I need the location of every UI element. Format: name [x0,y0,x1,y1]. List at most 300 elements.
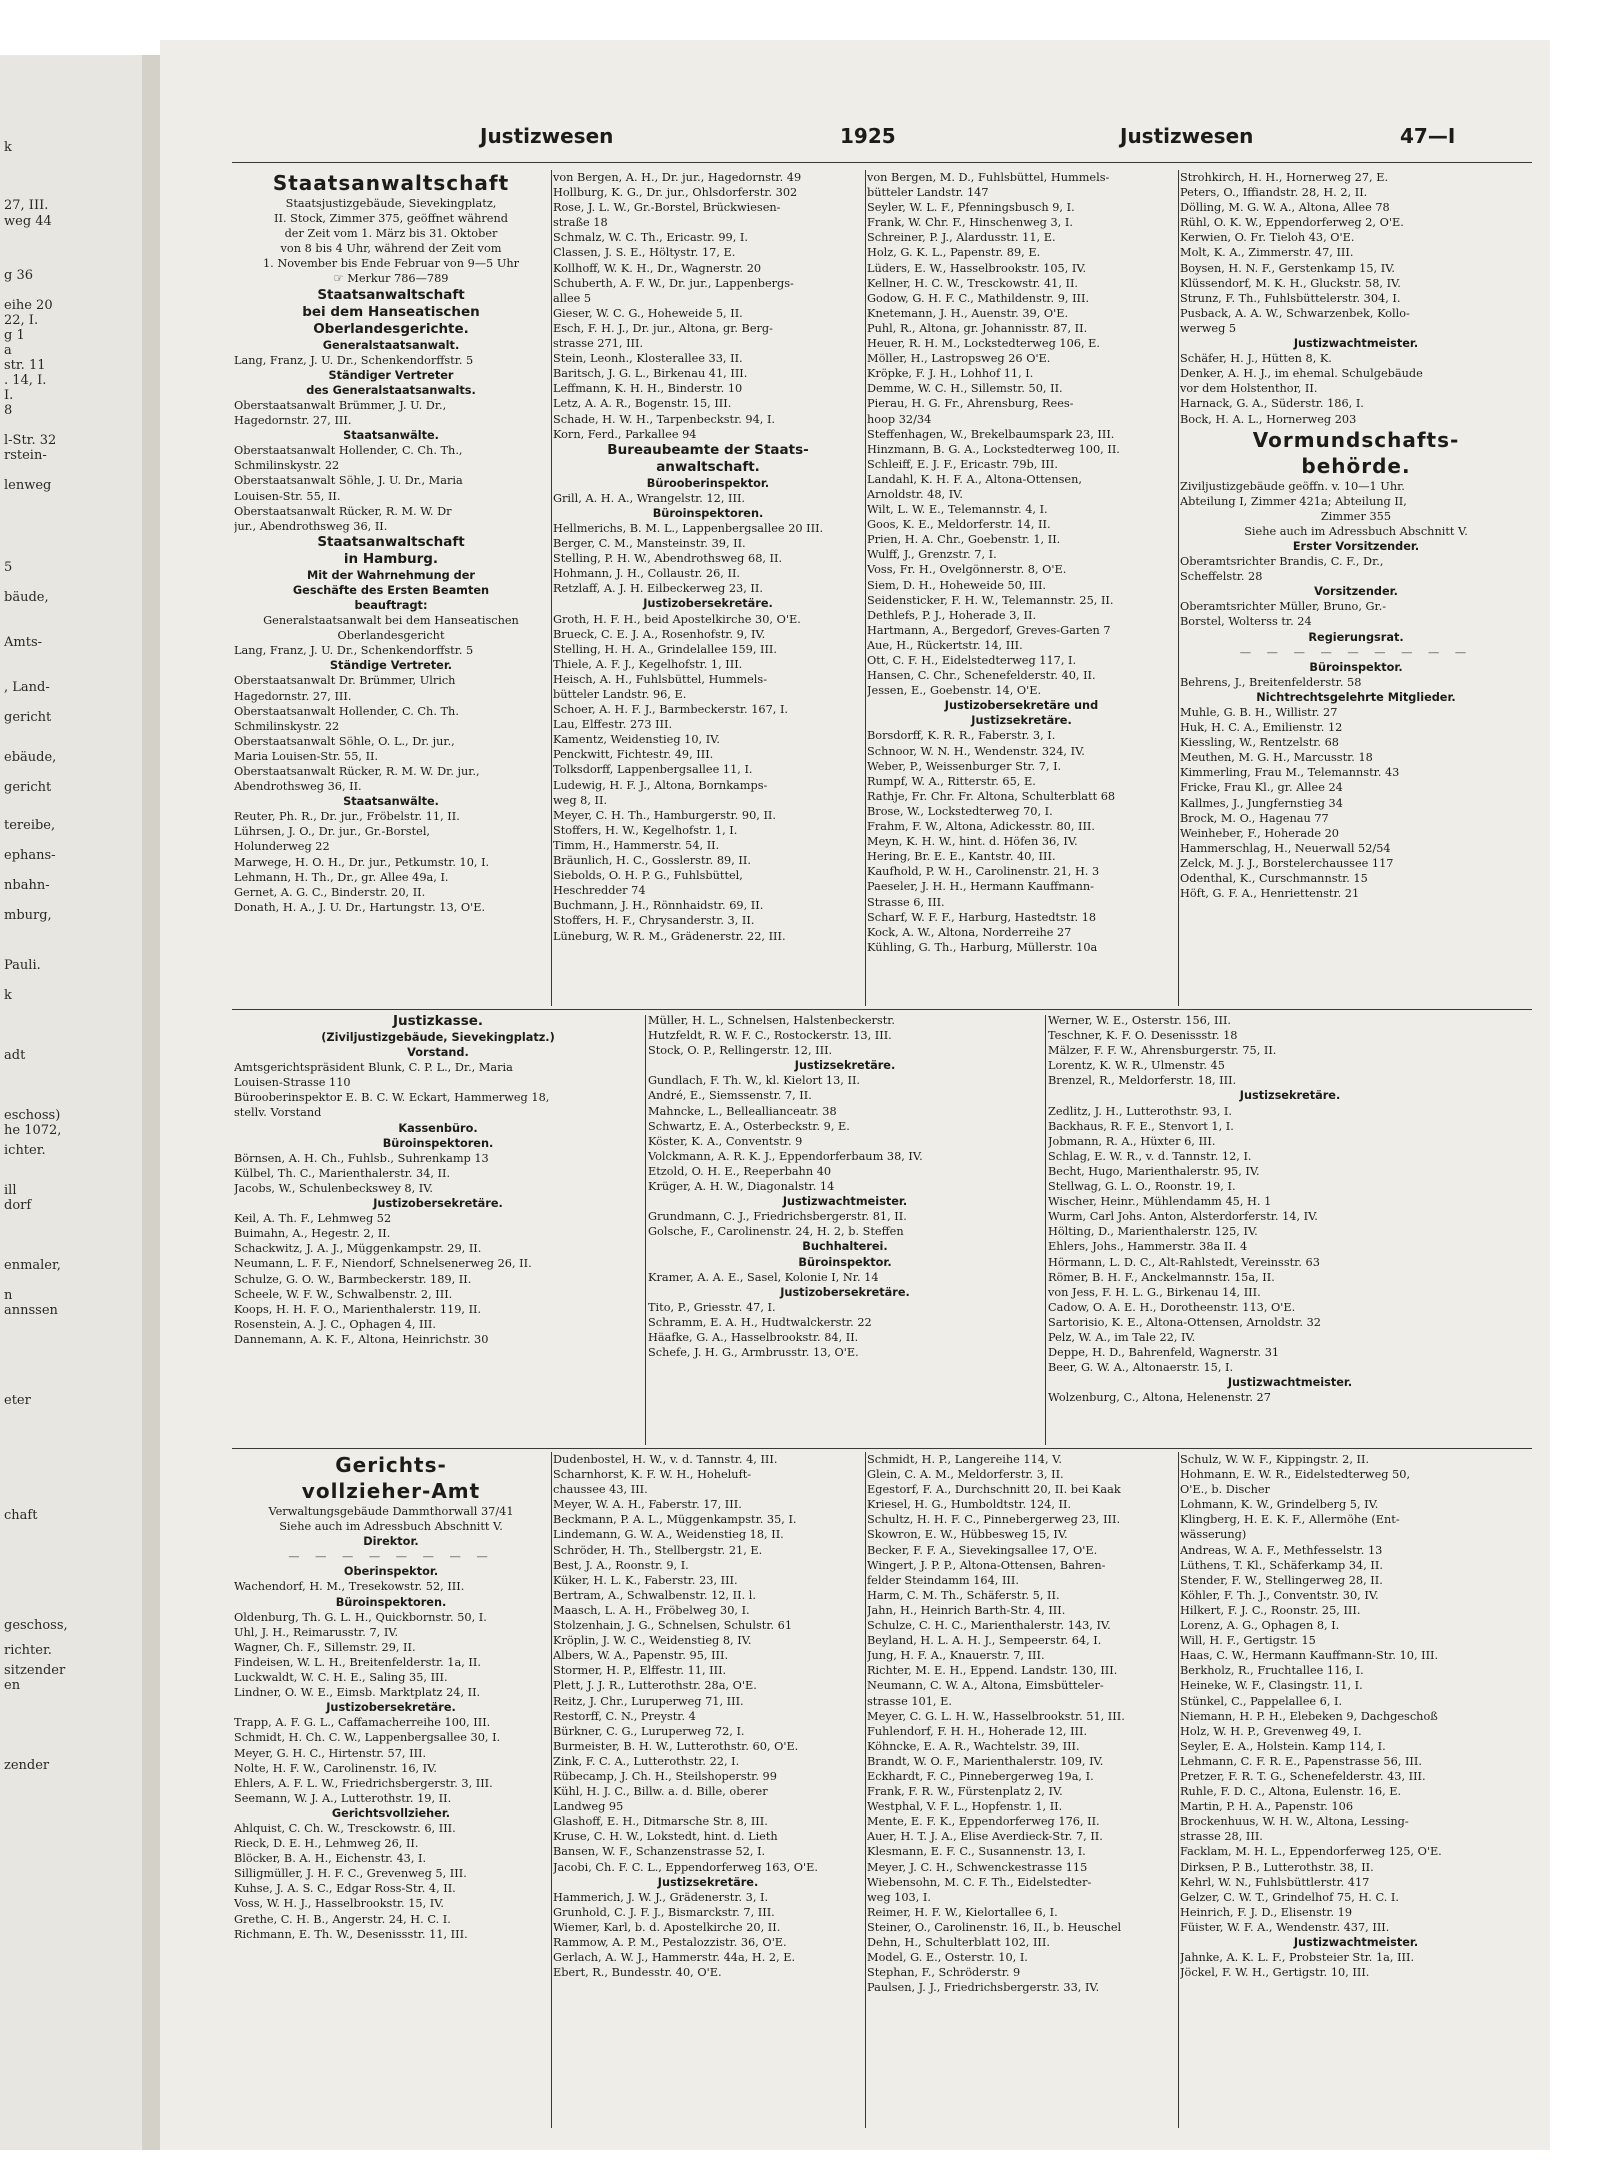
directory-entry: Stolzenhain, J. G., Schnelsen, Schulstr. 61 [553,1619,793,1633]
directory-entry: Kiessling, W., Rentzelstr. 68 [1180,736,1339,750]
left-page-fragment: chaft [4,1508,38,1523]
directory-entry: Reitz, J. Chr., Luruperweg 71, III. [553,1694,744,1708]
directory-entry: allee 5 [553,291,592,305]
directory-entry: Fuhlendorf, F. H. H., Hoherade 12, III. [867,1724,1088,1738]
directory-entry: Scharf, W. F. F., Harburg, Hastedtstr. 18 [867,910,1097,924]
left-page-fragment: annssen [4,1303,58,1318]
left-page-fragment: dorf [4,1198,32,1213]
directory-entry: Gieser, W. C. G., Hoheweide 5, II. [553,306,743,320]
left-page-fragment: I. [4,388,14,403]
directory-entry: Kellner, H. C. W., Tresckowstr. 41, II. [867,276,1079,290]
directory-entry: Bock, H. A. L., Hornerweg 203 [1180,412,1357,426]
directory-entry: Brenzel, R., Meldorferstr. 18, III. [1048,1074,1237,1088]
directory-entry: Schwartz, E. A., Osterbeckstr. 9, E. [648,1119,850,1133]
directory-entry: Richter, M. E. H., Eppend. Landstr. 130, III. [867,1664,1118,1678]
directory-entry: Mente, E. F. K., Eppendorferweg 176, II. [867,1815,1100,1829]
section-heading: bei dem Hanseatischen [302,303,480,320]
directory-entry: Schuberth, A. F. W., Dr. jur., Lappenbergs- [553,276,794,290]
left-page-fragment: k [4,140,12,155]
directory-entry: Schmilinskystr. 22 [234,459,340,473]
directory-entry: Meyer, C. H. Th., Hamburgerstr. 90, II. [553,808,776,822]
directory-entry: wässerung) [1180,1528,1247,1542]
directory-entry: Koops, H. H. F. O., Marienthalerstr. 119, II. [234,1302,482,1316]
directory-entry: Hellmerichs, B. M. L., Lappenbergsallee 20 III. [553,521,824,535]
directory-entry: Oberlandesgericht [337,629,445,643]
directory-entry: Weinheber, F., Hoherade 20 [1180,826,1339,840]
directory-entry: Maasch, L. A. H., Fröbelweg 30, I. [553,1603,750,1617]
directory-entry: Kühling, G. Th., Harburg, Müllerstr. 10a [867,940,1098,954]
section-heading: Vorstand. [407,1046,469,1060]
section-heading: Büroinspektoren. [382,1136,494,1150]
directory-entry: Fricke, Frau Kl., gr. Allee 24 [1180,781,1343,795]
directory-entry: Ebert, R., Bundesstr. 40, O'E. [553,1966,722,1980]
section-heading: Generalstaatsanwalt. [322,338,460,352]
section-heading: beauftragt: [354,598,428,612]
column-rule [1045,1015,1046,1445]
directory-entry: Penckwitt, Fichtestr. 49, III. [553,748,714,762]
directory-entry: Schäfer, H. J., Hütten 8, K. [1180,352,1332,366]
directory-entry: Golsche, F., Carolinenstr. 24, H. 2, b. Steffen [648,1225,904,1239]
directory-entry: Stellwag, G. L. O., Roonstr. 19, I. [1048,1180,1236,1194]
directory-entry: Findeisen, W. L. H., Breitenfelderstr. 1a, II. [234,1655,481,1669]
directory-entry: Rumpf, W. A., Ritterstr. 65, E. [867,774,1036,788]
directory-entry: Baritsch, J. G. L., Birkenau 41, III. [553,367,748,381]
directory-entry: Schade, H. W. H., Tarpenbeckstr. 94, I. [553,412,776,426]
directory-entry: Wulff, J., Grenzstr. 7, I. [867,548,997,562]
directory-entry: strasse 28, III. [1180,1830,1263,1844]
directory-entry: Meyer, C. G. L. H. W., Hasselbrookstr. 51, III. [867,1709,1125,1723]
directory-entry: Hölting, D., Marienthalerstr. 125, IV. [1048,1225,1258,1239]
directory-entry: André, E., Siemssenstr. 7, II. [648,1089,812,1103]
directory-entry: Lorentz, K. W. R., Ulmenstr. 45 [1048,1059,1225,1073]
directory-entry: Schulz, W. W. F., Kippingstr. 2, II. [1180,1453,1370,1466]
directory-entry: Steiner, O., Carolinenstr. 16, II., b. Heuschel [867,1920,1122,1934]
left-page-fragment: rstein- [4,448,47,463]
directory-entry: Tito, P., Griesstr. 47, I. [648,1300,776,1314]
directory-entry: Strohkirch, H. H., Hornerweg 27, E. [1180,171,1389,184]
directory-entry: Grill, A. H. A., Wrangelstr. 12, III. [553,491,746,505]
directory-entry: Meyn, K. H. W., hint. d. Höfen 36, IV. [867,835,1078,849]
directory-entry: Börnsen, A. H. Ch., Fuhlsb., Suhrenkamp 13 [234,1151,489,1165]
directory-entry: Seyler, W. L. F., Pfenningsbusch 9, I. [867,201,1075,215]
directory-entry: Oberstaatsanwalt Brümmer, J. U. Dr., [234,398,447,412]
left-page-fragment: gericht [4,780,52,795]
directory-entry: Holz, W. H. P., Grevenweg 49, I. [1180,1724,1362,1738]
directory-entry: Pretzer, F. R. T. G., Schenefelderstr. 43, III. [1180,1769,1426,1783]
left-page-fragment: tereibe, [4,818,56,833]
directory-entry: Werner, W. E., Osterstr. 156, III. [1048,1014,1231,1027]
directory-entry: Oldenburg, Th. G. L. H., Quickbornstr. 50, I. [234,1610,487,1624]
column-rule [1178,1452,1179,2128]
directory-entry: Seemann, W. J. A., Lutterothstr. 19, II. [234,1791,452,1805]
left-page-fragment: g 36 [4,268,33,283]
directory-entry: Zelck, M. J. J., Borstelerchaussee 117 [1180,856,1394,870]
directory-entry: Dölling, M. G. W. A., Altona, Allee 78 [1180,201,1390,215]
section-heading: Justizobersekretäre und [944,699,1099,713]
directory-entry: Hagedornstr. 27, III. [234,689,352,703]
section-heading: Büroinspektoren. [335,1595,447,1609]
directory-entry: Möller, H., Lastropsweg 26 O'E. [867,352,1051,366]
directory-entry: Stender, F. W., Stellingerweg 28, II. [1180,1573,1383,1587]
directory-entry: Rosenstein, A. J. C., Ophagen 4, III. [234,1317,436,1331]
directory-entry: Scheffelstr. 28 [1180,570,1263,584]
directory-entry: Lüthens, T. Kl., Schäferkamp 34, II. [1180,1558,1383,1572]
directory-entry: Kock, A. W., Altona, Norderreihe 27 [867,925,1072,939]
directory-entry: Hilkert, F. J. C., Roonstr. 25, III. [1180,1603,1361,1617]
directory-entry: Oberstaatsanwalt Hollender, C. Ch. Th., [234,444,463,458]
column-bureaubeamte [553,170,863,1008]
directory-entry: Niemann, H. P. H., Elebeken 9, Dachgeschoß [1180,1709,1438,1723]
directory-entry: Schmalz, W. C. Th., Ericastr. 99, I. [553,231,748,245]
directory-entry: Etzold, O. H. E., Reeperbahn 40 [648,1164,832,1178]
directory-entry: Lührsen, J. O., Dr. jur., Gr.-Borstel, [234,825,431,839]
directory-entry: Sartorisio, K. E., Altona-Ottensen, Arnoldstr. 32 [1048,1315,1321,1329]
section-rule [232,1448,1532,1449]
directory-entry: Hering, Br. E. E., Kantstr. 40, III. [867,850,1056,864]
section-heading: Büroinspektor. [798,1255,892,1269]
directory-entry: Frahm, F. W., Altona, Adickesstr. 80, III. [867,820,1095,834]
column-justizkasse-2 [648,1013,1042,1446]
directory-entry: Maria Louisen-Str. 55, II. [234,749,379,763]
directory-entry: Römer, B. H. F., Anckelmannstr. 15a, II. [1048,1270,1275,1284]
directory-entry: Esch, F. H. J., Dr. jur., Altona, gr. Berg- [553,321,773,335]
left-page-fragment: , Land- [4,680,50,695]
directory-entry: Schoer, A. H. F. J., Barmbeckerstr. 167, I. [553,703,789,717]
left-page-fragment: 27, III. [4,198,49,213]
directory-entry: Heuer, R. H. M., Lockstedterweg 106, E. [867,337,1101,351]
section-heading: vollzieher-Amt [301,1479,481,1503]
section-heading: — — — — — — — — — [1239,645,1473,659]
directory-entry: Richmann, E. Th. W., Desenissstr. 11, III. [234,1927,468,1941]
right-margin [1550,40,1600,2150]
directory-entry: Glein, C. A. M., Meldorferstr. 3, II. [867,1468,1064,1482]
directory-entry: Oberamtsrichter Müller, Bruno, Gr.- [1180,600,1387,614]
directory-entry: Harnack, G. A., Süderstr. 186, I. [1180,397,1364,411]
directory-entry: Gerlach, A. W. J., Hammerstr. 44a, H. 2, E. [553,1951,796,1965]
directory-entry: Teschner, K. F. O. Desenissstr. 18 [1048,1029,1238,1043]
directory-entry: Lüders, E. W., Hasselbrookstr. 105, IV. [867,261,1087,275]
left-page-fragment: mburg, [4,908,52,923]
directory-entry: Gundlach, F. Th. W., kl. Kielort 13, II. [648,1074,860,1088]
directory-entry: Rühl, O. K. W., Eppendorferweg 2, O'E. [1180,216,1404,230]
directory-entry: Köster, K. A., Conventstr. 9 [648,1134,803,1148]
left-page-fragment: adt [4,1048,26,1063]
directory-entry: Ehlers, Johs., Hammerstr. 38a II. 4 [1048,1240,1248,1254]
directory-entry: Scheele, W. F. W., Schwalbenstr. 2, III. [234,1287,453,1301]
directory-entry: Stock, O. P., Rellingerstr. 12, III. [648,1044,833,1058]
left-page-fragment: eter [4,1393,31,1408]
left-page-fragment: . 14, I. [4,373,47,388]
section-heading: Erster Vorsitzender. [1292,539,1420,553]
directory-entry: vor dem Holstenthor, II. [1180,382,1318,396]
directory-entry: Martin, P. H. A., Papenstr. 106 [1180,1800,1354,1814]
directory-entry: Jung, H. F. A., Knauerstr. 7, III. [867,1649,1045,1663]
directory-entry: Best, J. A., Roonstr. 9, I. [553,1558,689,1572]
directory-entry: Siebolds, O. H. P. G., Fuhlsbüttel, [553,869,743,883]
column-gerichtsvollzieher-4 [1180,1452,1532,2132]
section-heading: Staatsanwälte. [343,795,439,809]
directory-entry: Goos, K. E., Meldorferstr. 14, II. [867,518,1051,532]
directory-entry: Godow, G. H. F. C., Mathildenstr. 9, III. [867,291,1090,305]
directory-entry: Harm, C. M. Th., Schäferstr. 5, II. [867,1588,1060,1602]
directory-entry: Luckwaldt, W. C. H. E., Saling 35, III. [234,1671,448,1685]
directory-entry: Zedlitz, J. H., Lutterothstr. 93, I. [1048,1104,1232,1118]
directory-entry: Schmidt, H. Ch. C. W., Lappenbergsallee 30, I. [234,1731,501,1745]
section-heading: Buchhalterei. [802,1240,888,1254]
section-heading: Geschäfte des Ersten Beamten [292,583,490,597]
column-gerichtsvollzieher-3 [867,1452,1176,2132]
section-heading: (Ziviljustizgebäude, Sievekingplatz.) [321,1031,555,1044]
directory-entry: Brandt, W. O. F., Marienthalerstr. 109, IV. [867,1754,1104,1768]
directory-entry: Schefe, J. H. G., Armbrusstr. 13, O'E. [648,1346,859,1360]
left-page-fragment: n [4,1288,13,1303]
directory-entry: Klingberg, H. E. K. F., Allermöhe (Ent- [1180,1513,1400,1527]
directory-entry: Hansen, C. Chr., Schenefelderstr. 40, II. [867,669,1096,683]
directory-entry: Facklam, M. H. L., Eppendorferweg 125, O'E. [1180,1845,1442,1859]
directory-entry: Rübecamp, J. Ch. H., Steilshoperstr. 99 [553,1769,777,1783]
directory-entry: Seyler, E. A., Holstein. Kamp 114, I. [1180,1739,1386,1753]
directory-entry: Andreas, W. A. F., Methfesselstr. 13 [1180,1543,1383,1557]
directory-entry: Krüger, A. H. W., Diagonalstr. 14 [648,1180,835,1194]
directory-entry: Borsdorff, K. R. R., Faberstr. 3, I. [867,729,1056,743]
directory-entry: Wischer, Heinr., Mühlendamm 45, H. 1 [1048,1195,1272,1209]
directory-entry: Lindner, O. W. E., Eimsb. Marktplatz 24, II. [234,1686,481,1700]
running-head-right: Justizwesen [1120,124,1254,148]
section-heading: Justizsekretäre. [1239,1089,1341,1103]
directory-entry: Pusback, A. A. W., Schwarzenbek, Kollo- [1180,306,1410,320]
directory-entry: Schackwitz, J. A. J., Müggenkampstr. 29, II. [234,1242,482,1256]
directory-entry: Schramm, E. A. H., Hudtwalckerstr. 22 [648,1315,872,1329]
directory-entry: Gelzer, C. W. T., Grindelhof 75, H. C. I. [1180,1890,1399,1904]
directory-entry: Beer, G. W. A., Altonaerstr. 15, I. [1048,1361,1234,1375]
directory-entry: Kallmes, J., Jungfernstieg 34 [1180,796,1343,810]
column-vormundschaftsbehoerde [1180,170,1532,1008]
left-page-fragment: he 1072, [4,1123,62,1138]
directory-entry: II. Stock, Zimmer 375, geöffnet während [274,212,508,226]
directory-entry: Weber, P., Weissenburger Str. 7, I. [867,759,1062,773]
section-heading: Direktor. [363,1535,419,1549]
directory-entry: Dethlefs, P. J., Hoherade 3, II. [867,608,1037,622]
directory-entry: Scharnhorst, K. F. W. H., Hoheluft- [553,1468,752,1482]
directory-entry: Heinrich, F. J. D., Elisenstr. 19 [1180,1905,1353,1919]
left-page-fragment: enmaler, [4,1258,61,1273]
directory-entry: ☞ Merkur 786—789 [333,272,449,286]
directory-entry: Voss, Fr. H., Ovelgönnerstr. 8, O'E. [867,563,1067,577]
directory-entry: Demme, W. C. H., Sillemstr. 50, II. [867,382,1063,396]
page-number: 47—I [1400,124,1456,148]
directory-entry: Burmeister, B. H. W., Lutterothstr. 60, O'E. [553,1739,799,1753]
section-heading: behörde. [1301,453,1411,478]
directory-entry: Oberstaatsanwalt Söhle, J. U. Dr., Maria [234,474,463,488]
directory-entry: Beckmann, P. A. L., Müggenkampstr. 35, I. [553,1513,797,1527]
directory-entry: Auer, H. T. J. A., Elise Averdieck-Str. 7, II. [867,1830,1103,1844]
directory-entry: Schreiner, P. J., Alardusstr. 11, E. [867,231,1056,245]
left-page-fragment: Pauli. [4,958,41,973]
directory-entry: Leffmann, K. H. H., Binderstr. 10 [553,382,743,396]
directory-entry: Beyland, H. L. A. H. J., Sempeerstr. 64, I. [867,1634,1102,1648]
directory-entry: strasse 101, E. [867,1694,952,1708]
directory-entry: Hinzmann, B. G. A., Lockstedterweg 100, II. [867,442,1120,456]
directory-entry: Hohmann, E. W. R., Eidelstedterweg 50, [1180,1468,1411,1482]
directory-entry: bütteler Landstr. 96, E. [553,688,687,701]
directory-entry: Schleiff, E. J. F., Ericastr. 79b, III. [867,457,1058,471]
directory-entry: Wachendorf, H. M., Tresekowstr. 52, III. [234,1580,465,1594]
directory-entry: Bertram, A., Schwalbenstr. 12, II. l. [553,1588,756,1602]
directory-entry: Wolzenburg, C., Altona, Helenenstr. 27 [1048,1391,1271,1405]
section-heading: Staatsanwaltschaft [272,171,510,195]
directory-entry: Eckhardt, F. C., Pinnebergerweg 19a, I. [867,1769,1094,1783]
directory-entry: der Zeit vom 1. März bis 31. Oktober [284,227,498,241]
column-rule [1178,170,1179,1006]
directory-entry: Schmilinskystr. 22 [234,719,340,733]
section-heading: Staatsanwaltschaft [317,286,465,303]
section-heading: Kassenbüro. [398,1121,478,1135]
left-page-fragment: weg 44 [4,214,52,229]
directory-entry: chaussee 43, III. [553,1483,648,1497]
left-page-fragment: eschoss) [4,1108,61,1123]
directory-entry: Frank, W. Chr. F., Hinschenweg 3, I. [867,216,1073,230]
directory-entry: Kröpke, F. J. H., Lohhof 11, I. [867,367,1034,381]
section-heading: Justizobersekretäre. [643,597,773,611]
directory-entry: Kamentz, Weidenstieg 10, IV. [553,733,720,747]
directory-entry: Becker, F. F. A., Sievekingsallee 17, O'E. [867,1543,1098,1557]
running-head-year: 1925 [840,124,896,148]
directory-entry: Jacobs, W., Schulenbeckswey 8, IV. [234,1181,434,1195]
left-page-fragment: ephans- [4,848,56,863]
directory-entry: Bansen, W. F., Schanzenstrasse 52, I. [553,1845,766,1859]
directory-entry: Meyer, W. A. H., Faberstr. 17, III. [553,1498,742,1512]
directory-entry: Classen, J. S. E., Höltystr. 17, E. [553,246,736,260]
directory-entry: Neumann, L. F. F., Niendorf, Schnelsenerweg 26, II. [234,1257,532,1271]
directory-entry: Seidensticker, F. H. W., Telemannstr. 25, II. [867,593,1114,607]
directory-entry: weg 103, I. [867,1890,931,1904]
directory-entry: Wurm, Carl Johs. Anton, Alsterdorferstr. 14, IV. [1048,1210,1318,1224]
section-heading: Bürooberinspektor. [646,476,770,490]
directory-entry: Stormer, H. P., Elffestr. 11, III. [553,1664,727,1678]
directory-entry: Häafke, G. A., Hasselbrookstr. 84, II. [648,1330,859,1344]
directory-entry: Stoffers, H. F., Chrysanderstr. 3, II. [553,914,755,928]
directory-entry: Stelling, P. H. W., Abendrothsweg 68, II. [553,552,783,566]
directory-entry: Tolksdorff, Lappenbergsallee 11, I. [553,763,753,777]
directory-entry: Müller, H. L., Schnelsen, Halstenbeckerstr. [648,1014,896,1027]
section-heading: Ständiger Vertreter [328,368,454,382]
directory-entry: Timm, H., Hammerstr. 54, II. [553,838,720,852]
section-heading: Oberlandesgerichte. [313,320,469,337]
directory-entry: Kriesel, H. G., Humboldtstr. 124, II. [867,1498,1072,1512]
directory-entry: Kimmerling, Frau M., Telemannstr. 43 [1180,766,1400,780]
left-page-fragment: richter. [4,1643,52,1658]
directory-entry: Molt, K. A., Zimmerstr. 47, III. [1180,246,1354,260]
directory-entry: Köhler, F. Th. J., Conventstr. 30, IV. [1180,1588,1379,1602]
left-page-fragment: ichter. [4,1143,46,1158]
directory-entry: Lang, Franz, J. U. Dr., Schenkendorffstr. 5 [234,644,474,658]
directory-entry: Rammow, A. P. M., Pestalozzistr. 36, O'E. [553,1936,787,1949]
section-heading: Nichtrechtsgelehrte Mitglieder. [1256,690,1456,704]
directory-entry: Kröplin, J. W. C., Weidenstieg 8, IV. [553,1634,752,1648]
directory-entry: Muhle, G. B. H., Willistr. 27 [1180,706,1338,719]
directory-entry: Denker, A. H. J., im ehemal. Schulgebäude [1180,367,1423,381]
directory-entry: Hörmann, L. D. C., Alt-Rahlstedt, Vereinsstr. 63 [1048,1255,1320,1269]
directory-entry: Ziviljustizgebäude geöffn. v. 10—1 Uhr. [1180,479,1405,493]
column-justizkasse [234,1013,642,1446]
directory-entry: Peters, O., Iffiandstr. 28, H. 2, II. [1180,186,1368,200]
left-page-fragment: bäude, [4,590,49,605]
directory-entry: Paeseler, J. H. H., Hermann Kauffmann- [867,880,1094,894]
directory-entry: Pelz, W. A., im Tale 22, IV. [1048,1330,1196,1344]
directory-entry: Restorff, C. N., Preystr. 4 [553,1709,696,1723]
directory-entry: Knetemann, J. H., Auenstr. 39, O'E. [867,306,1069,320]
directory-entry: Oberstaatsanwalt Söhle, O. L., Dr. jur., [234,734,455,748]
directory-entry: Frank, F. R. W., Fürstenplatz 2, IV. [867,1785,1063,1799]
section-heading: Justizobersekretäre. [780,1285,910,1299]
directory-entry: Schröder, H. Th., Stellbergstr. 21, E. [553,1543,763,1557]
header-rule [232,162,1532,163]
directory-entry: Meuthen, M. G. H., Marcusstr. 18 [1180,751,1373,765]
left-page-fragment: ill [4,1183,17,1198]
directory-entry: Prien, H. A. Chr., Goebenstr. 1, II. [867,533,1061,547]
directory-entry: Wagner, Ch. F., Sillemstr. 29, II. [234,1640,416,1654]
left-page-fragment: Amts- [4,635,43,650]
directory-entry: Deppe, H. D., Bahrenfeld, Wagnerstr. 31 [1048,1346,1280,1360]
section-heading: Justizobersekretäre. [373,1197,503,1211]
section-heading: Justizsekretäre. [657,1875,759,1889]
section-heading: Staatsanwälte. [343,429,439,443]
directory-entry: Kollhoff, W. K. H., Dr., Wagnerstr. 20 [553,261,762,275]
directory-entry: von Jess, F. H. L. G., Birkenau 14, III. [1048,1285,1261,1299]
directory-entry: Louisen-Str. 55, II. [234,489,341,503]
directory-entry: Brockenhuus, W. H. W., Altona, Lessing- [1180,1815,1409,1829]
section-heading: Regierungsrat. [1308,630,1404,644]
directory-entry: Höft, G. F. A., Henriettenstr. 21 [1180,887,1360,901]
directory-entry: Abendrothsweg 36, II. [234,780,362,794]
section-heading: Justizkasse. [392,1013,484,1029]
directory-entry: Wiemer, Karl, b. d. Apostelkirche 20, II. [553,1920,781,1934]
directory-entry: Rose, J. L. W., Gr.-Borstel, Brückwiesen- [553,201,781,215]
directory-entry: Blöcker, B. A. H., Eichenstr. 43, I. [234,1852,427,1866]
directory-entry: Strasse 6, III. [867,895,945,909]
directory-entry: Hartmann, A., Bergedorf, Greves-Garten 7 [867,623,1111,637]
directory-entry: Oberstaatsanwalt Rücker, R. M. W. Dr [234,504,452,518]
section-heading: Justizwachtmeister. [1227,1376,1353,1390]
adjacent-page-edge [0,55,142,2150]
directory-entry: Retzlaff, A. J. H. Eilbeckerweg 23, II. [553,582,763,596]
directory-entry: Silligmüller, J. H. F. C., Grevenweg 5, III. [234,1867,467,1881]
left-page-fragment: gericht [4,710,52,725]
directory-entry: Kruse, C. H. W., Lokstedt, hint. d. Lieth [553,1830,778,1844]
directory-entry: Dudenbostel, H. W., v. d. Tannstr. 4, III. [553,1453,778,1466]
section-heading: Ständige Vertreter. [329,659,453,673]
directory-entry: Plett, J. J. R., Lutterothstr. 28a, O'E. [553,1679,757,1693]
directory-entry: straße 18 [553,216,608,230]
directory-entry: Pierau, H. G. Fr., Ahrensburg, Rees- [867,397,1074,411]
section-heading: Vorsitzender. [1314,585,1398,599]
column-justizkasse-3 [1048,1013,1532,1446]
directory-entry: Lindemann, G. W. A., Weidenstieg 18, II. [553,1528,784,1542]
directory-entry: Heisch, A. H., Fuhlsbüttel, Hummels- [553,672,768,686]
directory-entry: Siem, D. H., Hoheweide 50, III. [867,578,1047,592]
directory-entry: Holz, G. K. L., Papenstr. 89, E. [867,246,1041,260]
column-rule [865,170,866,1006]
section-heading: Justizobersekretäre. [326,1701,456,1715]
directory-entry: Kramer, A. A. E., Sasel, Kolonie I, Nr. 14 [648,1270,879,1284]
directory-entry: Köhncke, E. A. R., Wachtelstr. 39, III. [867,1739,1080,1753]
directory-entry: Albers, W. A., Papenstr. 95, III. [553,1649,729,1663]
directory-entry: Arnoldstr. 48, IV. [867,487,963,501]
section-heading: Vormundschafts- [1252,427,1460,452]
section-rule [232,1009,1532,1010]
directory-entry: Hammerich, J. W. J., Grädenerstr. 3, I. [553,1890,769,1904]
directory-entry: Grunhold, C. J. F. J., Bismarckstr. 7, III. [553,1905,775,1919]
